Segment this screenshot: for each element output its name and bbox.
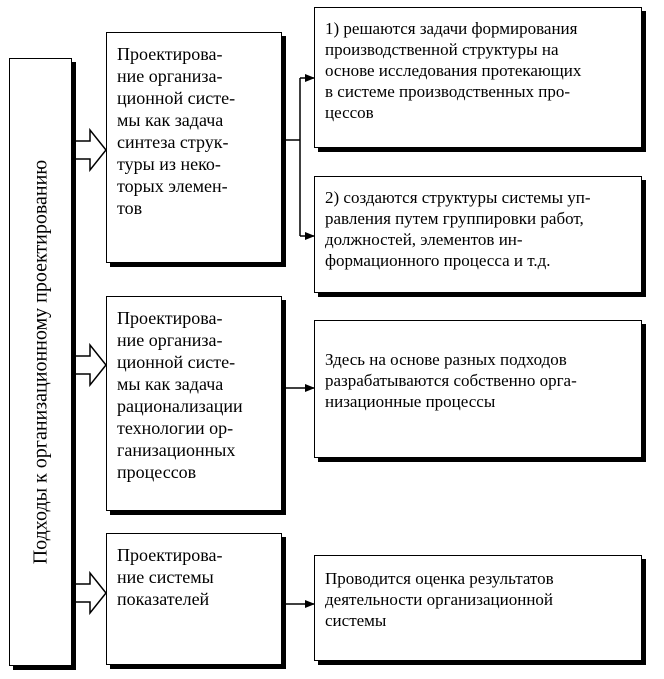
block-arrow-2 xyxy=(72,345,106,385)
result-text-3: Здесь на основе разных подходов разрабатываются собственно орга- низационные процессы xyxy=(325,350,577,411)
approach-box-indicators xyxy=(106,533,282,665)
root-box xyxy=(9,58,72,666)
result-box-4 xyxy=(314,555,642,661)
result-text-1: 1) решаются задачи формирования производственной структуры на основе исследования протекающих в системе производственных про- цессов xyxy=(325,19,582,122)
result-box-1 xyxy=(314,7,642,148)
result-box-2 xyxy=(314,176,642,293)
result-text-2: 2) создаются структуры системы уп- равления путем группировки работ, должностей, элементов ин- формационного процесса и т.д. xyxy=(325,188,591,270)
approach-box-rationalization xyxy=(106,296,282,511)
approach-box-synthesis xyxy=(106,32,282,263)
result-text-4: Проводится оценка результатов деятельности организационной системы xyxy=(325,569,554,630)
block-arrow-1 xyxy=(72,130,106,170)
approach-label-synthesis: Проектирова- ние организа- ционной систе- мы как задача синтеза струк- туры из неко- торых элемен- тов xyxy=(117,44,236,218)
approach-label-rationalization: Проектирова- ние организа- ционной систе- мы как задача рационализации технологии ор- ганизационных процессов xyxy=(117,308,243,482)
result-box-3 xyxy=(314,320,642,458)
root-label: Подходы к организационному проектированию xyxy=(29,159,51,565)
block-arrow-3 xyxy=(72,573,106,613)
approach-label-indicators: Проектирова- ние системы показателей xyxy=(117,545,223,609)
